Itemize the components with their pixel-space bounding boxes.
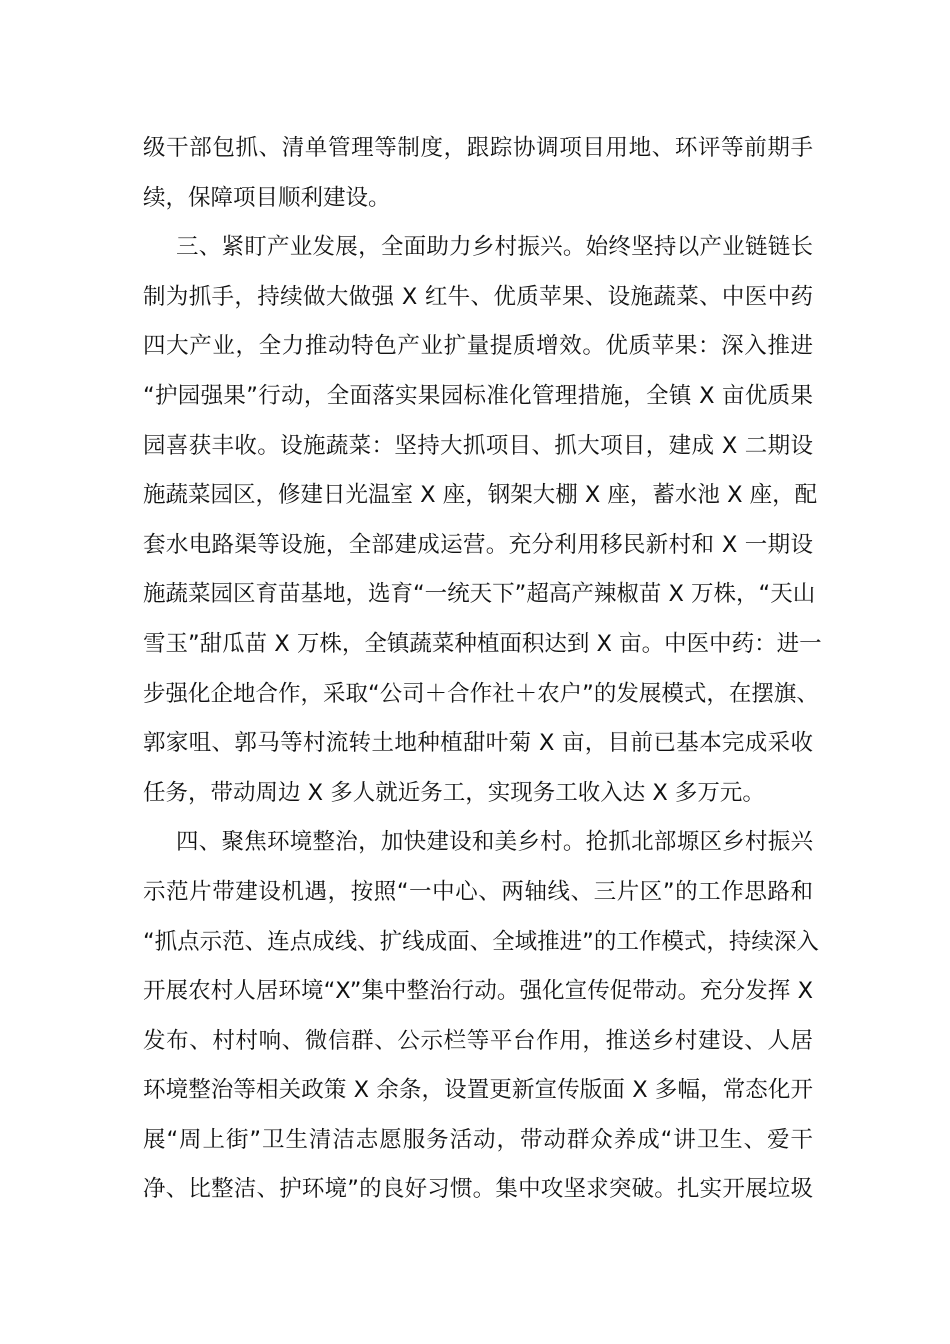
text-line: 施蔬菜园区，修建日光温室 X 座，钢架大棚 X 座，蓄水池 X 座，配	[143, 482, 818, 509]
text-line: 开展农村人居环境“X”集中整治行动。强化宣传促带动。充分发挥 X	[143, 978, 813, 1005]
text-line: 郭家咀、郭马等村流转土地种植甜叶菊 X 亩，目前已基本完成采收	[143, 730, 813, 757]
text-line: 级干部包抓、清单管理等制度，跟踪协调项目用地、环评等前期手	[143, 135, 813, 161]
text-line: “抓点示范、连点成线、扩线成面、全域推进”的工作模式，持续深入	[143, 928, 819, 955]
text-line: 续，保障项目顺利建设。	[143, 184, 391, 211]
text-line: 四大产业，全力推动特色产业扩量提质增效。优质苹果：深入推进	[143, 333, 813, 360]
text-line: 环境整治等相关政策 X 余条，设置更新宣传版面 X 多幅，常态化开	[143, 1077, 813, 1104]
text-line: 套水电路渠等设施，全部建成运营。充分利用移民新村和 X 一期设	[143, 531, 813, 558]
document-body	[143, 124, 822, 1215]
section-four-heading-line: 四、聚焦环境整治，加快建设和美乡村。抢抓北部塬区乡村振兴	[176, 829, 813, 856]
text-line: 发布、村村响、微信群、公示栏等平台作用，推送乡村建设、人居	[143, 1027, 813, 1054]
text-line: 园喜获丰收。设施蔬菜：坚持大抓项目、抓大项目，建成 X 二期设	[143, 432, 813, 459]
text-line: 展“周上街”卫生清洁志愿服务活动，带动群众养成“讲卫生、爱干	[143, 1126, 813, 1153]
text-line: 制为抓手，持续做大做强 X 红牛、优质苹果、设施蔬菜、中医中药	[143, 283, 813, 310]
text-line: “护园强果”行动，全面落实果园标准化管理措施，全镇 X 亩优质果	[143, 382, 813, 409]
text-line: 施蔬菜园区育苗基地，选育“一统天下”超高产辣椒苗 X 万株，“天山	[143, 581, 816, 608]
text-line: 步强化企地合作，采取“公司＋合作社＋农户”的发展模式，在摆旗、	[143, 680, 819, 707]
text-line: 任务，带动周边 X 多人就近务工，实现务工收入达 X 多万元。	[143, 779, 765, 806]
text-line: 雪玉”甜瓜苗 X 万株，全镇蔬菜种植面积达到 X 亩。中医中药：进一	[143, 630, 822, 657]
section-three-heading-line: 三、紧盯产业发展，全面助力乡村振兴。始终坚持以产业链链长	[176, 234, 813, 261]
text-line: 净、比整洁、护环境”的良好习惯。集中攻坚求突破。扎实开展垃圾	[143, 1176, 813, 1203]
text-line: 示范片带建设机遇，按照“一中心、两轴线、三片区”的工作思路和	[143, 878, 813, 905]
